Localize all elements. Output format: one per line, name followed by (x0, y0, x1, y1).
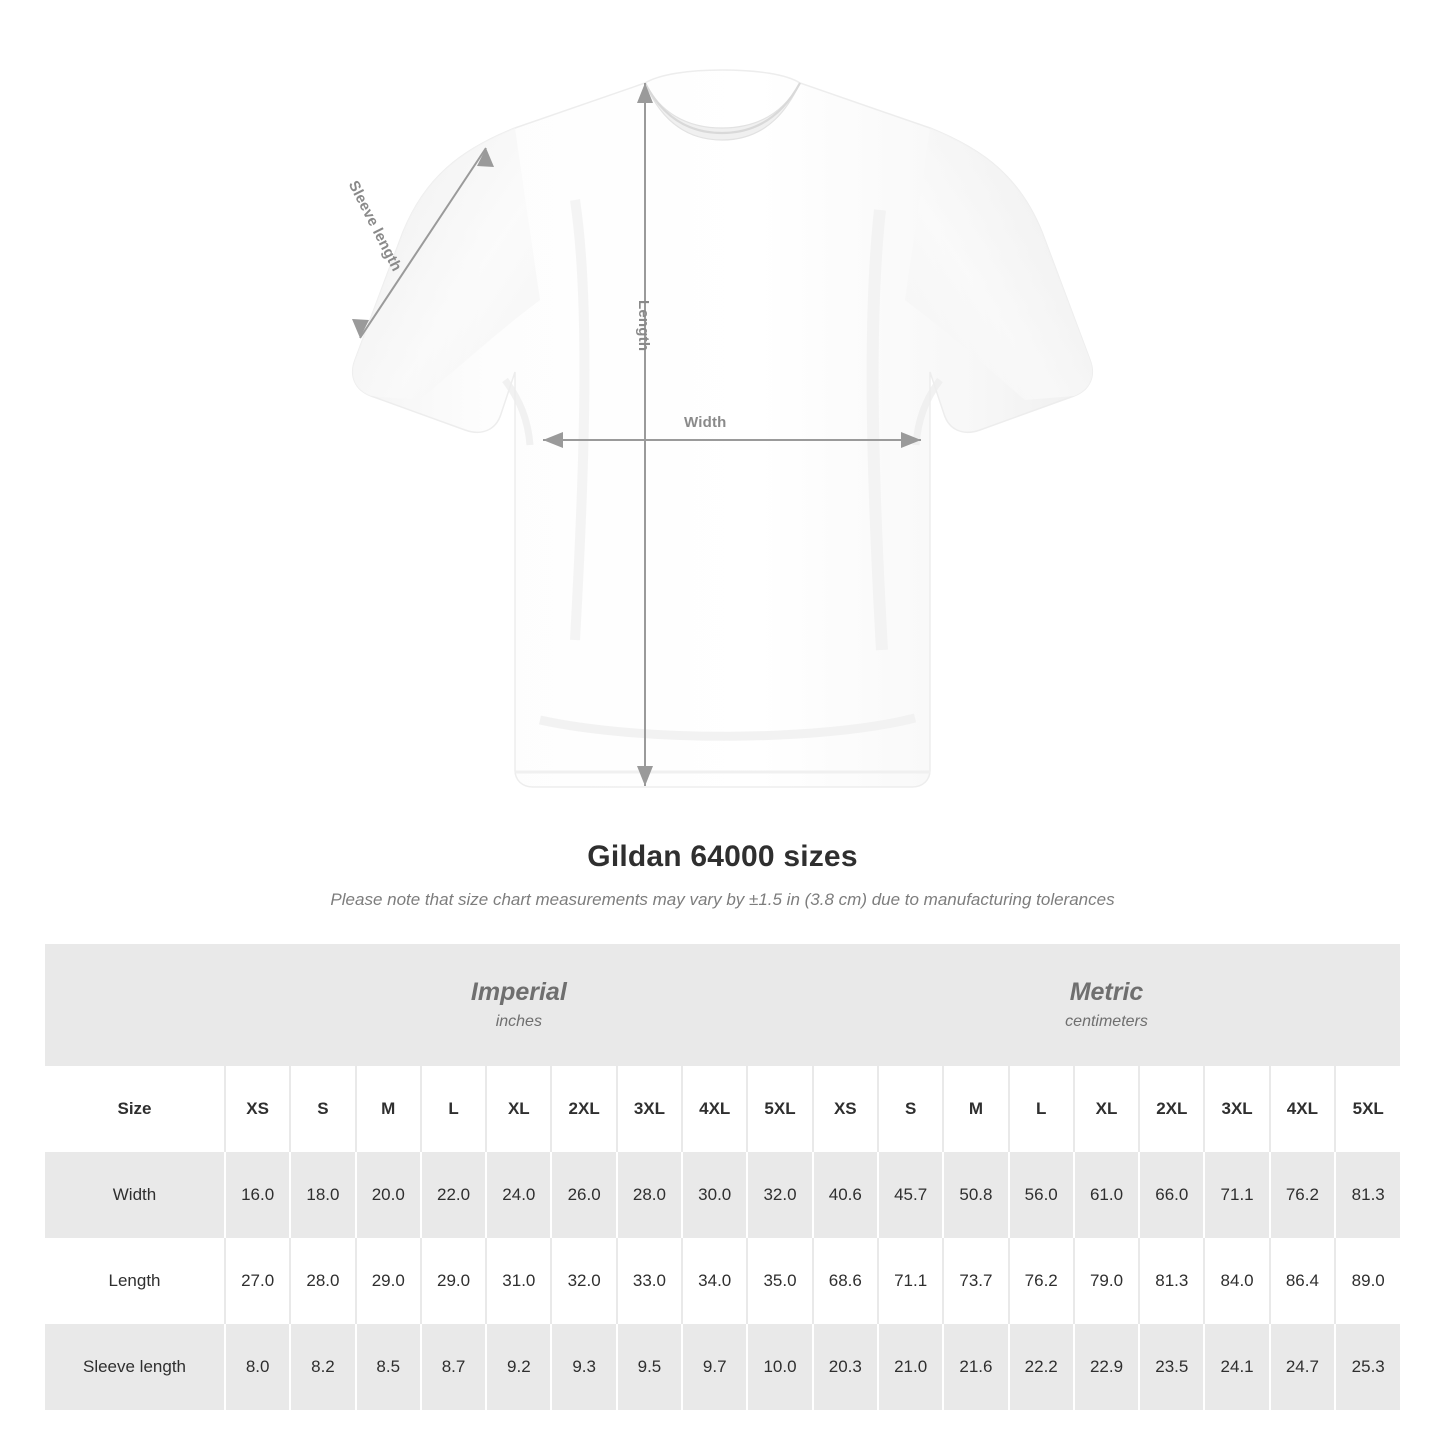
cell-size-imperial-2: M (356, 1066, 421, 1152)
cell-sleeve-metric-8: 25.3 (1335, 1324, 1400, 1410)
imperial-units: inches (495, 1012, 542, 1030)
unit-header-metric (813, 944, 1401, 1066)
cell-length-imperial-2: 29.0 (356, 1238, 421, 1324)
cell-sleeve-metric-2: 21.6 (943, 1324, 1008, 1410)
cell-width-imperial-6: 28.0 (617, 1152, 682, 1238)
page-title: Gildan 64000 sizes (587, 840, 858, 873)
cell-sleeve-imperial-7: 9.7 (682, 1324, 747, 1410)
table-row-length (45, 1238, 1400, 1324)
cell-length-metric-7: 86.4 (1270, 1238, 1335, 1324)
cell-size-imperial-5: 2XL (551, 1066, 616, 1152)
row-label-length: Length (45, 1238, 225, 1324)
size-chart-table-wrapper (45, 944, 1400, 1410)
cell-size-metric-7: 4XL (1270, 1066, 1335, 1152)
cell-sleeve-metric-7: 24.7 (1270, 1324, 1335, 1410)
row-label-width: Width (45, 1152, 225, 1238)
sleeve-length-annotation: Sleeve length (344, 178, 406, 275)
cell-width-imperial-0: 16.0 (225, 1152, 290, 1238)
cell-sleeve-imperial-8: 10.0 (747, 1324, 812, 1410)
cell-sleeve-imperial-3: 8.7 (421, 1324, 486, 1410)
cell-length-imperial-3: 29.0 (421, 1238, 486, 1324)
table-row-width (45, 1152, 1400, 1238)
cell-sleeve-metric-6: 24.1 (1204, 1324, 1269, 1410)
cell-size-metric-6: 3XL (1204, 1066, 1269, 1152)
cell-sleeve-metric-1: 21.0 (878, 1324, 943, 1410)
row-label-sleeve-length: Sleeve length (45, 1324, 225, 1410)
tolerance-note: Please note that size chart measurements may vary by ±1.5 in (3.8 cm) due to manufacturing tolerances (330, 890, 1115, 909)
cell-width-imperial-5: 26.0 (551, 1152, 616, 1238)
length-annotation: Length (635, 300, 652, 352)
cell-sleeve-imperial-2: 8.5 (356, 1324, 421, 1410)
cell-length-metric-3: 76.2 (1009, 1238, 1074, 1324)
cell-length-metric-6: 84.0 (1204, 1238, 1269, 1324)
imperial-title: Imperial (470, 978, 567, 1007)
cell-length-imperial-6: 33.0 (617, 1238, 682, 1324)
metric-units: centimeters (1065, 1012, 1148, 1030)
cell-sleeve-metric-4: 22.9 (1074, 1324, 1139, 1410)
cell-sleeve-metric-3: 22.2 (1009, 1324, 1074, 1410)
cell-size-metric-5: 2XL (1139, 1066, 1204, 1152)
cell-length-metric-2: 73.7 (943, 1238, 1008, 1324)
cell-length-metric-5: 81.3 (1139, 1238, 1204, 1324)
cell-size-metric-1: S (878, 1066, 943, 1152)
cell-size-imperial-6: 3XL (617, 1066, 682, 1152)
cell-length-imperial-4: 31.0 (486, 1238, 551, 1324)
cell-size-imperial-3: L (421, 1066, 486, 1152)
cell-width-imperial-1: 18.0 (290, 1152, 355, 1238)
cell-width-metric-2: 50.8 (943, 1152, 1008, 1238)
cell-size-metric-2: M (943, 1066, 1008, 1152)
cell-size-imperial-0: XS (225, 1066, 290, 1152)
cell-sleeve-imperial-0: 8.0 (225, 1324, 290, 1410)
cell-width-metric-8: 81.3 (1335, 1152, 1400, 1238)
cell-width-metric-1: 45.7 (878, 1152, 943, 1238)
row-label-size: Size (45, 1066, 225, 1152)
cell-sleeve-imperial-4: 9.2 (486, 1324, 551, 1410)
cell-width-imperial-2: 20.0 (356, 1152, 421, 1238)
cell-length-metric-0: 68.6 (813, 1238, 878, 1324)
cell-size-metric-0: XS (813, 1066, 878, 1152)
cell-sleeve-imperial-6: 9.5 (617, 1324, 682, 1410)
unit-header-imperial (225, 944, 813, 1066)
cell-width-metric-5: 66.0 (1139, 1152, 1204, 1238)
unit-header-spacer (45, 944, 225, 1066)
cell-sleeve-imperial-1: 8.2 (290, 1324, 355, 1410)
table-row-sleeve-length (45, 1324, 1400, 1410)
cell-length-metric-4: 79.0 (1074, 1238, 1139, 1324)
unit-header-row (45, 944, 1400, 1066)
table-row-size (45, 1066, 1400, 1152)
cell-width-metric-3: 56.0 (1009, 1152, 1074, 1238)
cell-size-imperial-7: 4XL (682, 1066, 747, 1152)
cell-width-metric-7: 76.2 (1270, 1152, 1335, 1238)
cell-width-imperial-7: 30.0 (682, 1152, 747, 1238)
cell-size-imperial-4: XL (486, 1066, 551, 1152)
cell-length-imperial-0: 27.0 (225, 1238, 290, 1324)
cell-size-metric-4: XL (1074, 1066, 1139, 1152)
cell-length-imperial-1: 28.0 (290, 1238, 355, 1324)
cell-width-imperial-8: 32.0 (747, 1152, 812, 1238)
size-chart-table (45, 944, 1400, 1410)
cell-sleeve-imperial-5: 9.3 (551, 1324, 616, 1410)
cell-size-metric-3: L (1009, 1066, 1074, 1152)
cell-width-imperial-4: 24.0 (486, 1152, 551, 1238)
cell-length-imperial-7: 34.0 (682, 1238, 747, 1324)
cell-sleeve-metric-0: 20.3 (813, 1324, 878, 1410)
cell-size-imperial-1: S (290, 1066, 355, 1152)
cell-length-metric-8: 89.0 (1335, 1238, 1400, 1324)
cell-width-metric-6: 71.1 (1204, 1152, 1269, 1238)
cell-width-metric-0: 40.6 (813, 1152, 878, 1238)
cell-length-imperial-5: 32.0 (551, 1238, 616, 1324)
metric-title: Metric (1069, 978, 1144, 1007)
cell-length-metric-1: 71.1 (878, 1238, 943, 1324)
cell-size-metric-8: 5XL (1335, 1066, 1400, 1152)
cell-size-imperial-8: 5XL (747, 1066, 812, 1152)
cell-width-metric-4: 61.0 (1074, 1152, 1139, 1238)
cell-length-imperial-8: 35.0 (747, 1238, 812, 1324)
cell-sleeve-metric-5: 23.5 (1139, 1324, 1204, 1410)
cell-width-imperial-3: 22.0 (421, 1152, 486, 1238)
width-annotation: Width (684, 414, 727, 431)
